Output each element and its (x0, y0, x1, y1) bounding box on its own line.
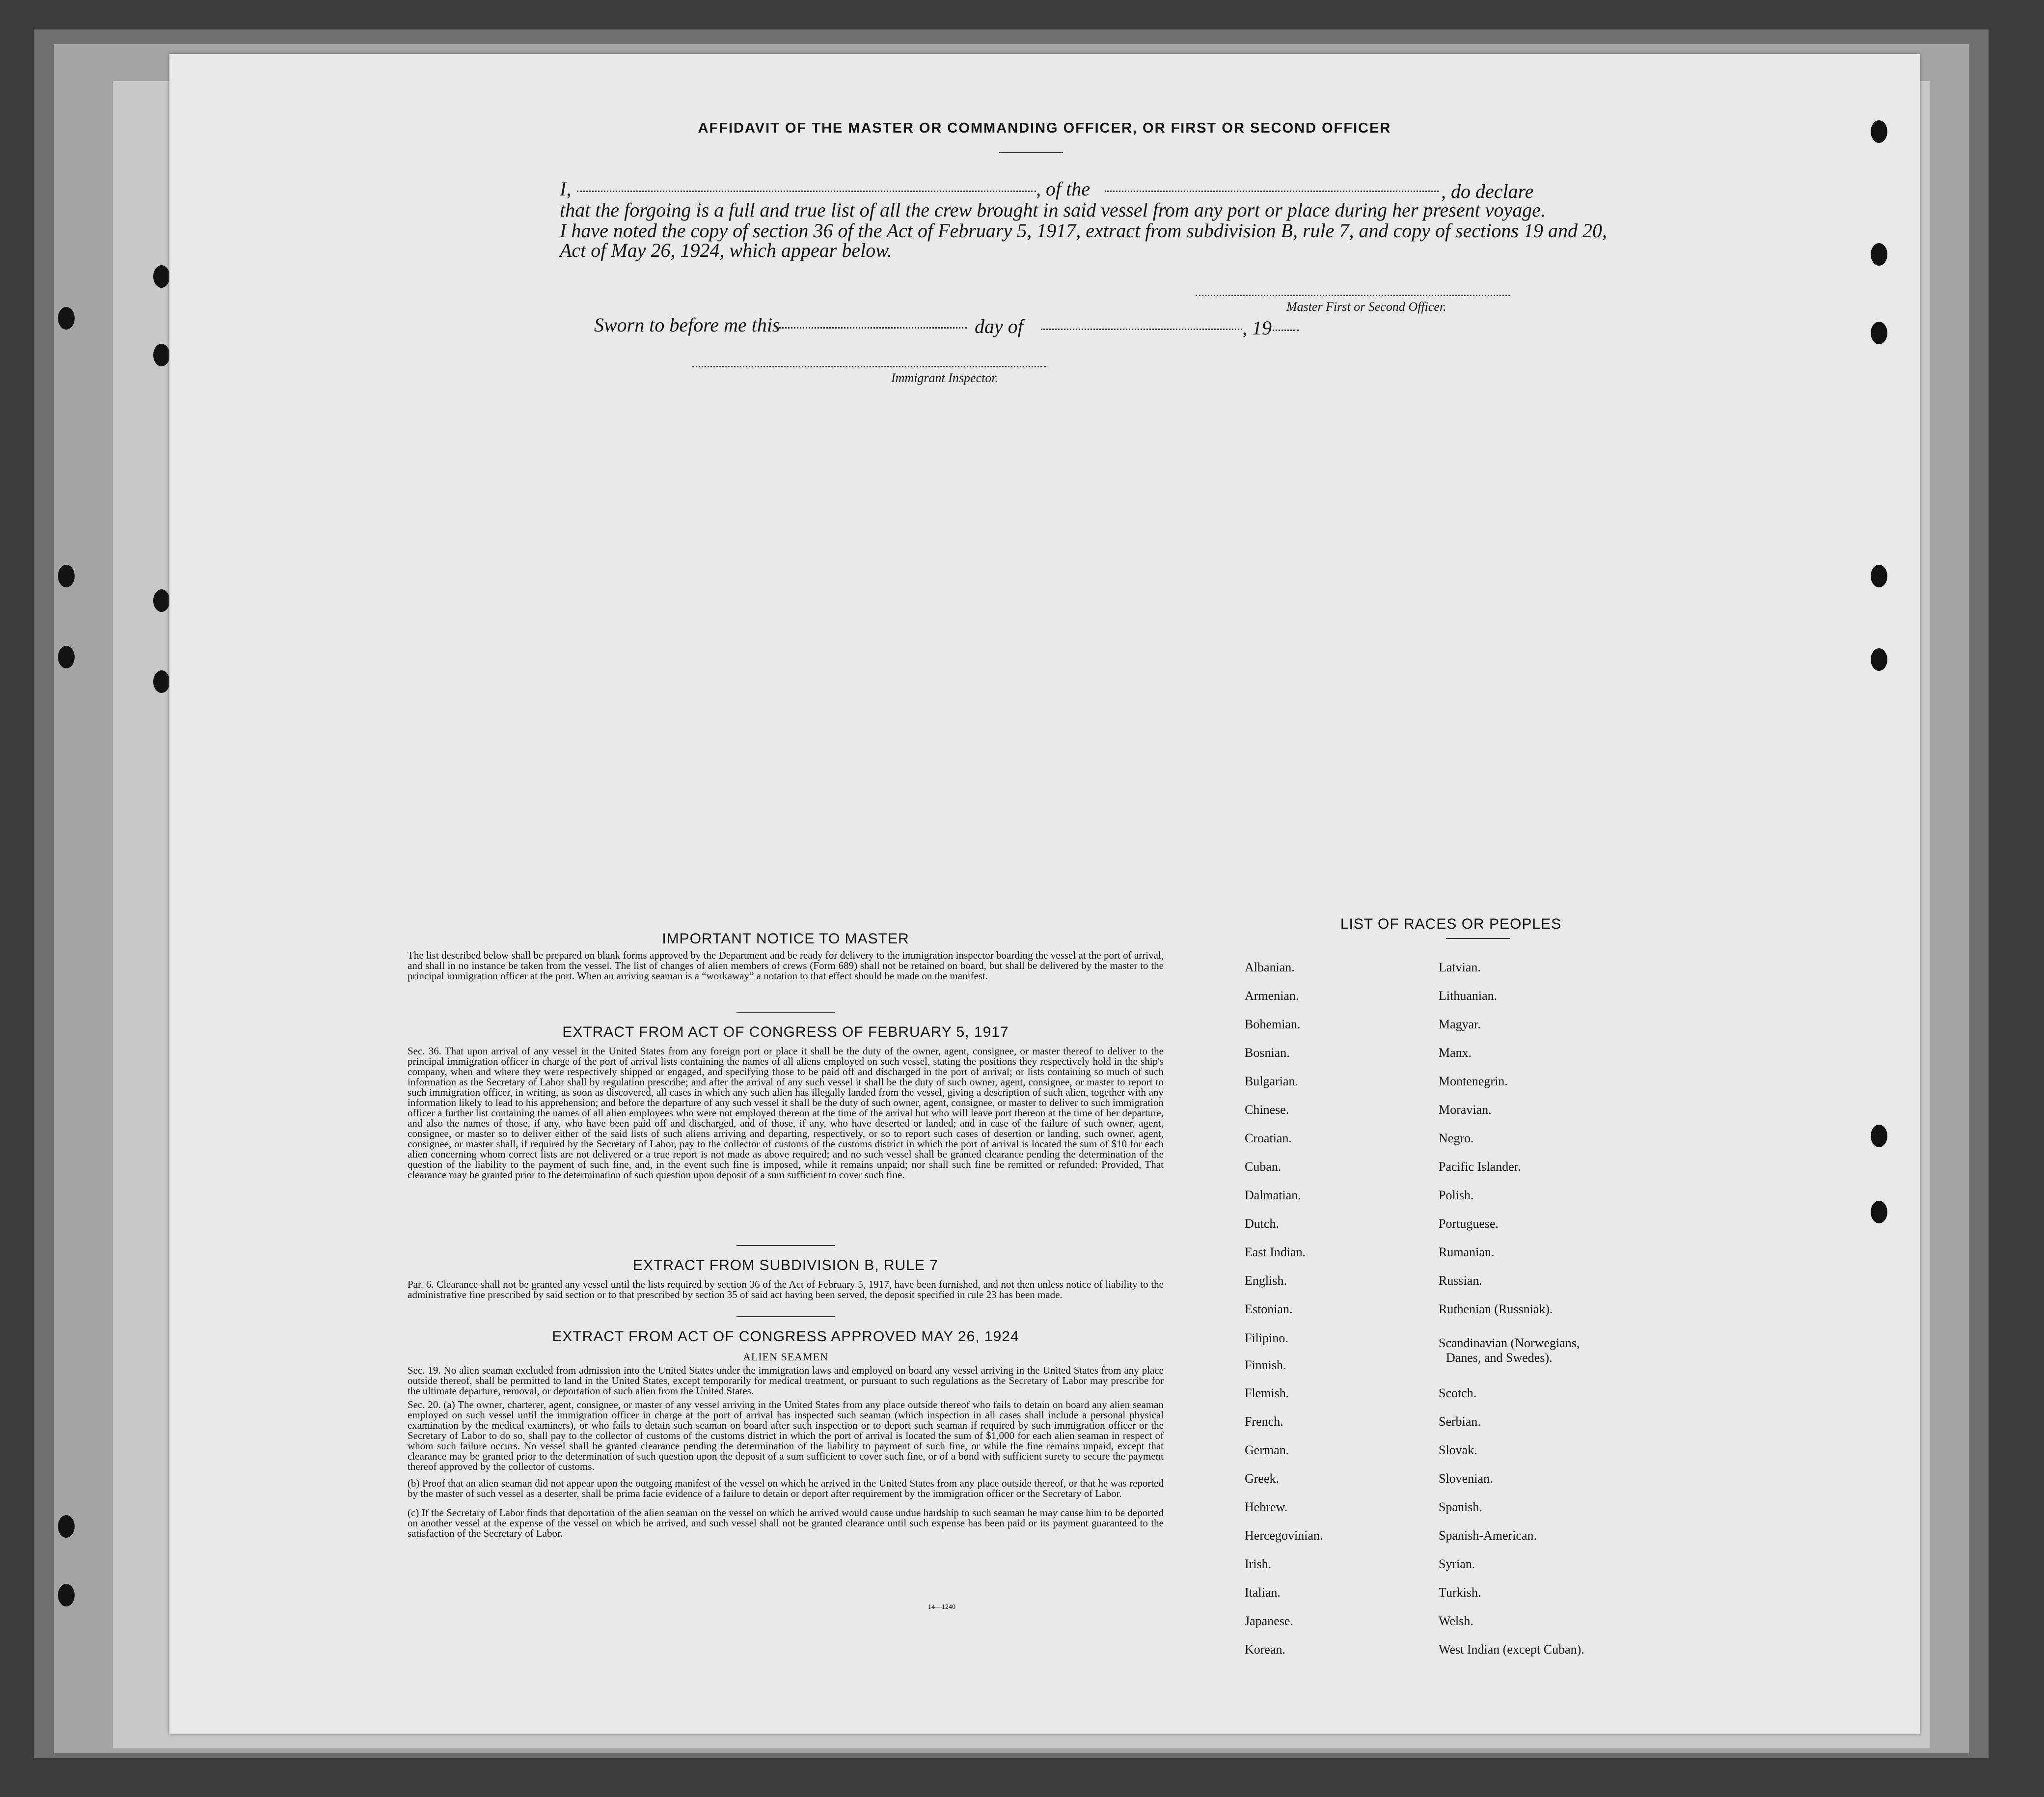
binder-hole (153, 344, 170, 366)
binder-hole (1871, 243, 1887, 266)
month-line (1041, 329, 1242, 330)
extract-1917-title: EXTRACT FROM ACT OF CONGRESS OF FEBRUARY 5, 1917 (562, 1024, 1009, 1040)
binder-hole (1871, 565, 1887, 587)
race-item: Croatian. (1245, 1131, 1292, 1145)
name-line (577, 191, 1036, 192)
race-item: Chinese. (1245, 1103, 1289, 1117)
race-item: East Indian. (1245, 1245, 1306, 1259)
affidavit-declare: , do declare (1441, 180, 1534, 202)
binder-hole (1871, 1125, 1887, 1147)
binder-hole (153, 265, 170, 288)
race-item: Montenegrin. (1439, 1074, 1508, 1088)
affidavit-title: AFFIDAVIT OF THE MASTER OR COMMANDING OFFICER, OR FIRST OR SECOND OFFICER (698, 120, 1391, 136)
race-item: Flemish. (1245, 1386, 1289, 1400)
race-item: Danes, and Swedes). (1446, 1351, 1553, 1365)
race-item: Greek. (1245, 1471, 1280, 1486)
race-item: Rumanian. (1439, 1245, 1495, 1259)
binder-hole (58, 565, 75, 587)
form-number: 14—1240 (928, 1603, 955, 1611)
divider (736, 1245, 835, 1246)
race-item: Slovak. (1439, 1443, 1477, 1457)
divider (736, 1012, 835, 1013)
binder-hole (58, 646, 75, 668)
race-item: Polish. (1439, 1188, 1474, 1202)
race-item: Serbian. (1439, 1414, 1481, 1429)
race-item: Manx. (1439, 1046, 1472, 1060)
binder-hole (1871, 1201, 1887, 1223)
race-item: Italian. (1245, 1585, 1281, 1600)
race-item: Latvian. (1439, 960, 1481, 974)
race-item: Bulgarian. (1245, 1074, 1299, 1088)
manifest-sheet (169, 54, 1920, 1734)
race-item: Syrian. (1439, 1557, 1475, 1571)
race-item: Hebrew. (1245, 1500, 1288, 1514)
race-item: Russian. (1439, 1273, 1482, 1288)
race-item: Ruthenian (Russniak). (1439, 1302, 1553, 1316)
sec20c-text: (c) If the Secretary of Labor finds that deportation of the alien seaman on the vessel on which he arrived would cause undue hardship to such seaman he may cause him to be deported on another vessel at the expense of the vessel on which he arrived, and such vessel shall not be granted clearance until such expense has been paid or its payment guaranteed to the satisfaction of the Secretary of Labor. (408, 1507, 1164, 1539)
race-item: Dalmatian. (1245, 1188, 1301, 1202)
race-item: Bosnian. (1245, 1046, 1290, 1060)
race-item: Lithuanian. (1439, 989, 1498, 1003)
day-line (776, 327, 967, 329)
notice-text: The list described below shall be prepared on blank forms approved by the Department and be ready for delivery to the immigration inspector boarding the vessel at the port of arrival, and shall in no instance be taken from the vessel. The list of changes of alien members of crews (Form 689) shall not be retained on board, but shall be delivered by the master to the principal immigration officer at the port. When an arriving seaman is a “workaway” a notation to that effect should be made on the manifest. (408, 949, 1164, 982)
inspector-label: Immigrant Inspector. (891, 371, 999, 385)
affidavit-i: I, (560, 178, 572, 200)
alien-seamen-subtitle: ALIEN SEAMEN (743, 1351, 828, 1363)
race-item: West Indian (except Cuban). (1439, 1642, 1584, 1657)
race-item: Cuban. (1245, 1160, 1281, 1174)
race-item: Dutch. (1245, 1216, 1280, 1231)
binder-hole (58, 307, 75, 330)
subdivision-title: EXTRACT FROM SUBDIVISION B, RULE 7 (633, 1257, 938, 1273)
race-item: Pacific Islander. (1439, 1160, 1521, 1174)
race-item: Spanish-American. (1439, 1528, 1537, 1543)
race-item: Spanish. (1439, 1500, 1482, 1514)
vessel-line (1105, 191, 1439, 192)
extract-1917-text: Sec. 36. That upon arrival of any vessel in the United States from any foreign port or place it shall be the duty of the owner, agent, consignee, or master thereof to deliver to the principal immigration officer in charge of the port of arrival lists containing the names of all aliens employed on such vessel, stating the positions they respectively hold in the ship's company, when and where they were respectively shipped or engaged, and specifying those to be paid off and discharged in the port of arrival; or lists containing so much of such information as the Secretary of Labor shall by regulation prescribe; and after the arrival of any such vessel it shall be the duty of such owner, agent, consignee, or master to report to such immigration officer, in writing, as soon as discovered, all cases in which any such alien has illegally landed from the vessel, giving a description of such alien, together with any information likely to lead to his apprehension; and before the departure of any such vessel it shall be the duty of such owner, agent, consignee, or master to deliver to such immigration officer a further list containing the names of all alien employees who were not employed thereon at the time of the arrival but who will leave port thereon at the time of her departure, and also the names of those, if any, who have been paid off and discharged, and of those, if any, who have deserted or landed; and in case of the failure of such owner, agent, consignee, or master so to deliver either of the said lists of such aliens arriving and departing, respectively, or so to report such cases of desertion or landing, such owner, agent, consignee, or master shall, if required by the Secretary of Labor, pay to the collector of customs of the customs district in which the port of arrival is located the sum of $10 for each alien concerning whom correct lists are not delivered or a true report is not made as above required; and no such vessel shall be granted clearance pending the determination of the question of the liability to the payment of such fine, and, in the event such fine is imposed, while it remains unpaid; nor shall such fine be remitted or refunded: Provided, That clearance may be granted prior to the determination of such question upon deposit of a sum sufficient to cover such fine. (408, 1045, 1164, 1181)
race-item: French. (1245, 1414, 1283, 1429)
race-item: Korean. (1245, 1642, 1286, 1657)
sworn-label: Sworn to before me this (594, 314, 780, 336)
race-item: Japanese. (1245, 1614, 1293, 1628)
binder-hole (1871, 322, 1887, 344)
races-title: LIST OF RACES OR PEOPLES (1340, 916, 1562, 932)
master-label: Master First or Second Officer. (1286, 300, 1446, 314)
subdivision-text: Par. 6. Clearance shall not be granted any vessel until the lists required by section 36 of the Act of February 5, 1917, have been furnished, and not then unless notice of liability to the administrative fine prescribed by said section or to that prescribed by section 35 of said act having been served, the deposit specified in rule 23 has been made. (408, 1278, 1164, 1300)
race-item: German. (1245, 1443, 1289, 1457)
race-item: Slovenian. (1439, 1471, 1493, 1486)
race-item: English. (1245, 1273, 1287, 1288)
affidavit-line4: Act of May 26, 1924, which appear below. (560, 239, 892, 261)
extract-1924-title: EXTRACT FROM ACT OF CONGRESS APPROVED MAY 26, 1924 (552, 1328, 1019, 1345)
year-label: , 19 (1242, 317, 1272, 339)
race-item: Moravian. (1439, 1103, 1492, 1117)
binder-hole (58, 1515, 75, 1538)
race-item: Magyar. (1439, 1017, 1481, 1031)
race-item: Turkish. (1439, 1585, 1481, 1600)
race-item: Irish. (1245, 1557, 1272, 1571)
affidavit-of: , of the (1036, 178, 1090, 200)
sec19-text: Sec. 19. No alien seaman excluded from admission into the United States under the immigration laws and employed on board any vessel arriving in the United States from any place outside thereof, shall be permitted to land in the United States, except temporarily for medical treatment, or pursuant to such regulations as the Secretary of Labor may prescribe for the ultimate departure, removal, or deportation of such alien from the United States. (408, 1364, 1164, 1397)
inspector-signature-line (692, 366, 1046, 367)
race-item: Estonian. (1245, 1302, 1293, 1316)
divider (999, 152, 1063, 153)
race-item: Scotch. (1439, 1386, 1477, 1400)
year-line (1269, 330, 1299, 331)
affidavit-line3: I have noted the copy of section 36 of the Act of February 5, 1917, extract from subdivision B, rule 7, and copy of sections 19 and 20, (560, 220, 1607, 242)
race-item: Albanian. (1245, 960, 1295, 974)
race-item: Welsh. (1439, 1614, 1473, 1628)
binder-hole (1871, 648, 1887, 671)
divider (736, 1316, 835, 1317)
affidavit-line2: that the forgoing is a full and true list of all the crew brought in said vessel from any port or place during her present voyage. (560, 199, 1546, 221)
race-item: Armenian. (1245, 989, 1299, 1003)
race-item: Finnish. (1245, 1358, 1286, 1372)
binder-hole (153, 589, 170, 612)
notice-title: IMPORTANT NOTICE TO MASTER (662, 931, 909, 947)
sec20a-text: Sec. 20. (a) The owner, charterer, agent, consignee, or master of any vessel arriving in the United States from any place outside thereof who fails to detain on board any alien seaman employed on such vessel until the immigration officer in charge at the port of arrival has inspected such seaman (which inspection in all cases shall include a personal physical examination by the medical examiners), or who fails to detain such seaman on board after such inspection or to deport such seaman if required by such immigration officer or the Secretary of Labor to do so, shall pay to the collector of customs of the customs district in which the port of arrival is located the sum of $1,000 for each alien seaman in respect of whom such failure occurs. No vessel shall be granted clearance pending the determination of the liability to payment of such fine, or while the fine remains unpaid, except that clearance may be granted prior to the determination of such question upon the deposit of a sum sufficient to cover such fine, or of a bond with sufficient surety to secure the payment thereof approved by the collector of customs. (408, 1399, 1164, 1472)
day-of-label: day of (975, 315, 1023, 337)
binder-hole (153, 670, 170, 693)
race-item: Negro. (1439, 1131, 1474, 1145)
race-item: Portuguese. (1439, 1216, 1499, 1231)
master-signature-line (1196, 295, 1510, 296)
sec20b-text: (b) Proof that an alien seaman did not appear upon the outgoing manifest of the vessel on which he arrived in the United States from any place outside thereof, or that he was reported by the master of such vessel as a deserter, shall be prima facie evidence of a failure to detain or deport after requirement by the immigration officer or the Secretary of Labor. (408, 1477, 1164, 1499)
race-item: Scandinavian (Norwegians, (1439, 1336, 1580, 1350)
binder-hole (58, 1584, 75, 1606)
divider (1446, 938, 1510, 939)
race-item: Hercegovinian. (1245, 1528, 1323, 1543)
race-item: Filipino. (1245, 1331, 1288, 1345)
race-item: Bohemian. (1245, 1017, 1301, 1031)
